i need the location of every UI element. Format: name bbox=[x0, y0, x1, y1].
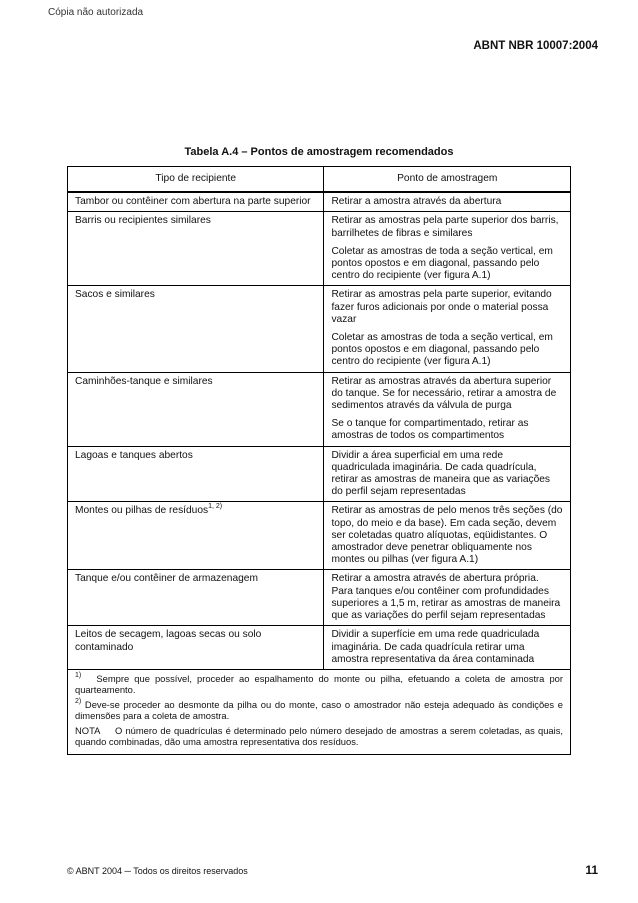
column-header-container-type: Tipo de recipiente bbox=[68, 167, 324, 193]
sampling-point-text: Dividir a área superficial em uma rede quadriculada imaginária. De cada quadrícula, retirar as amostras de maneira que as variações do perfil sejam representadas bbox=[331, 449, 551, 498]
table-row bbox=[68, 286, 571, 372]
sampling-point-text: Retirar a amostra através da abertura bbox=[331, 196, 502, 208]
sampling-point-text: Retirar as amostras através da abertura superior do tanque. Se for necessário, retirar a amostra de sedimentos através da válvula de purga bbox=[331, 375, 557, 412]
copyright-footer: © ABNT 2004 ─ Todos os direitos reservados bbox=[67, 866, 248, 876]
table-row bbox=[68, 192, 571, 212]
container-type-cell: Tanque e/ou contêiner de armazenagem bbox=[68, 570, 324, 626]
table-note bbox=[75, 725, 563, 748]
sampling-point-text: Dividir a superfície em uma rede quadriculada imaginária. De cada quadrícula retirar uma amostra representativa da área contaminada bbox=[331, 629, 540, 665]
standard-id: ABNT NBR 10007:2004 bbox=[473, 40, 598, 52]
watermark-text: Cópia não autorizada bbox=[48, 7, 144, 18]
sampling-point-text: Retirar as amostras de pelo menos três seções (do topo, do meio e da base). Em cada seção, devem ser coletadas quatro alíquotas, eqüidistantes. O amostrador deve penetrar obliquamente nos montes ou pilhas (ver figura A.1) bbox=[331, 505, 563, 566]
sampling-point-text: Retirar as amostras pela parte superior dos barris, barrilhetes de fibras e similares bbox=[331, 215, 559, 239]
footnote-text: Deve-se proceder ao desmonte da pilha ou do monte, caso o amostrador não esteja adequado às condições e dimensões para a coleta de amostra. bbox=[75, 698, 563, 722]
sampling-point-text: Se o tanque for compartimentado, retirar as amostras de todos os compartimentos bbox=[331, 418, 529, 442]
footnote-reference: 1, 2) bbox=[208, 503, 223, 511]
sampling-point-text: Retirar a amostra através de abertura própria. Para tanques e/ou contêiner com profundidades superiores a 1,5 m, retirar as amostras de maneira que as variações do perfil sejam representadas bbox=[331, 573, 561, 622]
footnote-2 bbox=[75, 699, 563, 722]
column-header-sampling-point: Ponto de amostragem bbox=[324, 167, 571, 193]
sampling-point-cell bbox=[324, 446, 571, 502]
sampling-point-text: Coletar as amostras de toda a seção vertical, em pontos opostos e em diagonal, passando pelo centro do recipiente (ver figura A.1) bbox=[331, 332, 553, 368]
sampling-point-cell bbox=[324, 286, 571, 372]
footnote-mark: 1) bbox=[75, 671, 82, 679]
container-type-cell bbox=[68, 502, 324, 570]
table-notes-cell bbox=[68, 669, 571, 754]
note-text: O número de quadrículas é determinado pelo número desejado de amostras a serem coletadas, as quais, quando combinadas, dão uma amostra representativa dos resíduos. bbox=[75, 724, 563, 748]
table-title: Tabela A.4 – Pontos de amostragem recomendados bbox=[184, 146, 454, 158]
container-type-cell: Barris ou recipientes similares bbox=[68, 212, 324, 286]
sampling-point-cell bbox=[324, 626, 571, 670]
table-row bbox=[68, 570, 571, 626]
table-row bbox=[68, 626, 571, 670]
sampling-point-cell bbox=[324, 372, 571, 446]
sampling-point-text: Coletar as amostras de toda a seção vertical, em pontos opostos e em diagonal, passando pelo centro do recipiente (ver figura A.1) bbox=[331, 245, 553, 282]
table-row bbox=[68, 502, 571, 570]
sampling-point-cell bbox=[324, 570, 571, 626]
sampling-point-text: Retirar as amostras pela parte superior, evitando fazer furos adicionais por onde o material possa vazar bbox=[331, 289, 552, 325]
table-row bbox=[68, 372, 571, 446]
table-header-row bbox=[68, 167, 571, 193]
sampling-point-cell bbox=[324, 502, 571, 570]
page-number: 11 bbox=[585, 863, 598, 877]
note-label: NOTA bbox=[75, 724, 101, 736]
sampling-point-cell bbox=[324, 192, 571, 212]
table-body bbox=[68, 192, 571, 754]
container-type-cell: Sacos e similares bbox=[68, 286, 324, 372]
table-row bbox=[68, 212, 571, 286]
footnote-mark: 2) bbox=[75, 697, 82, 705]
table-notes-row bbox=[68, 669, 571, 754]
container-type-cell: Caminhões-tanque e similares bbox=[68, 372, 324, 446]
container-type-cell: Lagoas e tanques abertos bbox=[68, 446, 324, 502]
sampling-points-table bbox=[67, 166, 571, 755]
footnote-text: Sempre que possível, proceder ao espalhamento do monte ou pilha, efetuando a coleta de amostra por quarteamento. bbox=[75, 672, 563, 696]
sampling-point-cell bbox=[324, 212, 571, 286]
footnote-1 bbox=[75, 673, 563, 696]
container-type-cell: Tambor ou contêiner com abertura na parte superior bbox=[68, 192, 324, 212]
container-type-text: Montes ou pilhas de resíduos bbox=[75, 505, 209, 517]
table-row bbox=[68, 446, 571, 502]
container-type-cell: Leitos de secagem, lagoas secas ou solo contaminado bbox=[68, 626, 324, 670]
